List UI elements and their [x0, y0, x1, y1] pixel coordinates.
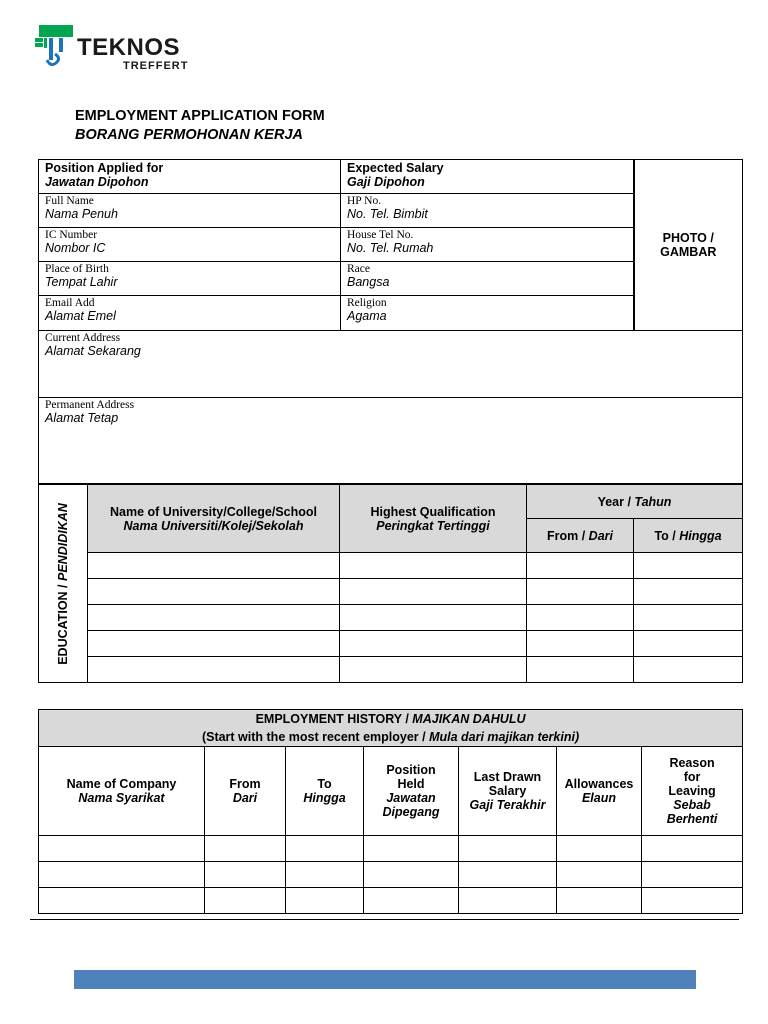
- col-from-header: From Dari: [205, 747, 286, 836]
- education-table: [38, 484, 743, 683]
- email-label: Email Add: [45, 297, 95, 309]
- table-cell[interactable]: [205, 862, 286, 888]
- table-cell[interactable]: [459, 888, 557, 914]
- position-field[interactable]: [39, 160, 341, 194]
- col-company-header: Name of Company Nama Syarikat: [39, 747, 205, 836]
- footer-bar: [74, 970, 696, 989]
- table-cell[interactable]: [459, 862, 557, 888]
- table-cell[interactable]: [286, 836, 364, 862]
- form-title-malay: BORANG PERMOHONAN KERJA: [75, 127, 303, 143]
- fullname-label: Full Name: [45, 195, 94, 207]
- col-from-header: From / Dari: [527, 519, 634, 553]
- table-cell[interactable]: [88, 553, 340, 579]
- education-label: EDUCATION /: [56, 580, 70, 665]
- table-cell[interactable]: [340, 579, 527, 605]
- brand-sub: TREFFERT: [123, 60, 189, 72]
- employment-history-table: [38, 709, 743, 914]
- table-cell[interactable]: [642, 836, 743, 862]
- table-cell[interactable]: [557, 862, 642, 888]
- photo-label: PHOTO /: [662, 231, 714, 245]
- table-cell[interactable]: [88, 657, 340, 683]
- table-cell[interactable]: [364, 862, 459, 888]
- table-cell[interactable]: [642, 862, 743, 888]
- religion-label: Religion: [347, 297, 387, 309]
- table-cell[interactable]: [286, 888, 364, 914]
- table-cell[interactable]: [634, 553, 743, 579]
- race-label-ms: Bangsa: [347, 275, 390, 289]
- hp-label: HP No.: [347, 195, 382, 207]
- education-label-ms: PENDIDIKAN: [56, 502, 70, 581]
- current-address-field[interactable]: [39, 331, 743, 398]
- religion-field[interactable]: [341, 296, 634, 331]
- religion-label-ms: Agama: [347, 309, 387, 323]
- table-cell[interactable]: [364, 836, 459, 862]
- fullname-field[interactable]: [39, 194, 341, 228]
- col-reason-header: Reason for Leaving Sebab Berhenti: [642, 747, 743, 836]
- table-cell[interactable]: [527, 657, 634, 683]
- salary-field[interactable]: [341, 160, 634, 194]
- company-logo: [35, 24, 195, 72]
- permanent-address-label: Permanent Address: [45, 399, 135, 411]
- permanent-address-field[interactable]: [39, 398, 743, 484]
- race-field[interactable]: [341, 262, 634, 296]
- table-cell[interactable]: [634, 605, 743, 631]
- birthplace-label: Place of Birth: [45, 263, 109, 275]
- hp-field[interactable]: [341, 194, 634, 228]
- table-cell[interactable]: [88, 579, 340, 605]
- table-cell[interactable]: [340, 553, 527, 579]
- col-qualification-header: Highest Qualification Peringkat Tertinggi: [340, 485, 527, 553]
- col-to-header: To / Hingga: [634, 519, 743, 553]
- ic-label: IC Number: [45, 229, 98, 241]
- table-cell[interactable]: [39, 862, 205, 888]
- position-label: Position Applied for: [45, 161, 164, 175]
- table-cell[interactable]: [340, 631, 527, 657]
- col-allowances-header: Allowances Elaun: [557, 747, 642, 836]
- race-label: Race: [347, 263, 370, 275]
- table-cell[interactable]: [88, 605, 340, 631]
- fullname-label-ms: Nama Penuh: [45, 207, 118, 221]
- table-cell[interactable]: [364, 888, 459, 914]
- form-title: EMPLOYMENT APPLICATION FORM: [75, 108, 325, 124]
- table-cell[interactable]: [557, 836, 642, 862]
- housetel-label-ms: No. Tel. Rumah: [347, 241, 434, 255]
- table-cell[interactable]: [205, 836, 286, 862]
- table-cell[interactable]: [39, 836, 205, 862]
- personal-details-table: [38, 159, 743, 484]
- current-address-label-ms: Alamat Sekarang: [45, 344, 141, 358]
- table-cell[interactable]: [634, 657, 743, 683]
- col-to-header: To Hingga: [286, 747, 364, 836]
- bottom-rule: [30, 919, 739, 920]
- email-label-ms: Alamat Emel: [45, 309, 116, 323]
- permanent-address-label-ms: Alamat Tetap: [45, 411, 119, 425]
- table-cell[interactable]: [205, 888, 286, 914]
- photo-label-ms: GAMBAR: [660, 245, 717, 259]
- table-cell[interactable]: [634, 579, 743, 605]
- brand-name: TEKNOS: [77, 34, 181, 61]
- table-cell[interactable]: [527, 631, 634, 657]
- table-cell[interactable]: [39, 888, 205, 914]
- table-cell[interactable]: [286, 862, 364, 888]
- table-cell[interactable]: [340, 605, 527, 631]
- housetel-label: House Tel No.: [347, 229, 414, 241]
- photo-box[interactable]: [634, 160, 743, 331]
- email-field[interactable]: [39, 296, 341, 331]
- salary-label: Expected Salary: [347, 161, 444, 175]
- employment-heading: EMPLOYMENT HISTORY / MAJIKAN DAHULU (Start with the most recent employer / Mula dari majikan terkini): [39, 710, 743, 747]
- current-address-label: Current Address: [45, 332, 121, 344]
- col-year-header: Year / Tahun: [527, 485, 743, 519]
- ic-label-ms: Nombor IC: [45, 241, 106, 255]
- table-cell[interactable]: [527, 553, 634, 579]
- col-salary-header: Last Drawn Salary Gaji Terakhir: [459, 747, 557, 836]
- table-cell[interactable]: [340, 657, 527, 683]
- birthplace-field[interactable]: [39, 262, 341, 296]
- col-institution-header: Name of University/College/School Nama Universiti/Kolej/Sekolah: [88, 485, 340, 553]
- ic-field[interactable]: [39, 228, 341, 262]
- table-cell[interactable]: [88, 631, 340, 657]
- table-cell[interactable]: [634, 631, 743, 657]
- education-side-label: [39, 485, 88, 683]
- table-cell[interactable]: [642, 888, 743, 914]
- salary-label-ms: Gaji Dipohon: [347, 175, 425, 189]
- brush-logo-icon: [35, 24, 77, 70]
- col-position-header: Position Held Jawatan Dipegang: [364, 747, 459, 836]
- housetel-field[interactable]: [341, 228, 634, 262]
- hp-label-ms: No. Tel. Bimbit: [347, 207, 428, 221]
- position-label-ms: Jawatan Dipohon: [45, 175, 149, 189]
- table-cell[interactable]: [459, 836, 557, 862]
- table-cell[interactable]: [557, 888, 642, 914]
- table-cell[interactable]: [527, 579, 634, 605]
- table-cell[interactable]: [527, 605, 634, 631]
- birthplace-label-ms: Tempat Lahir: [45, 275, 118, 289]
